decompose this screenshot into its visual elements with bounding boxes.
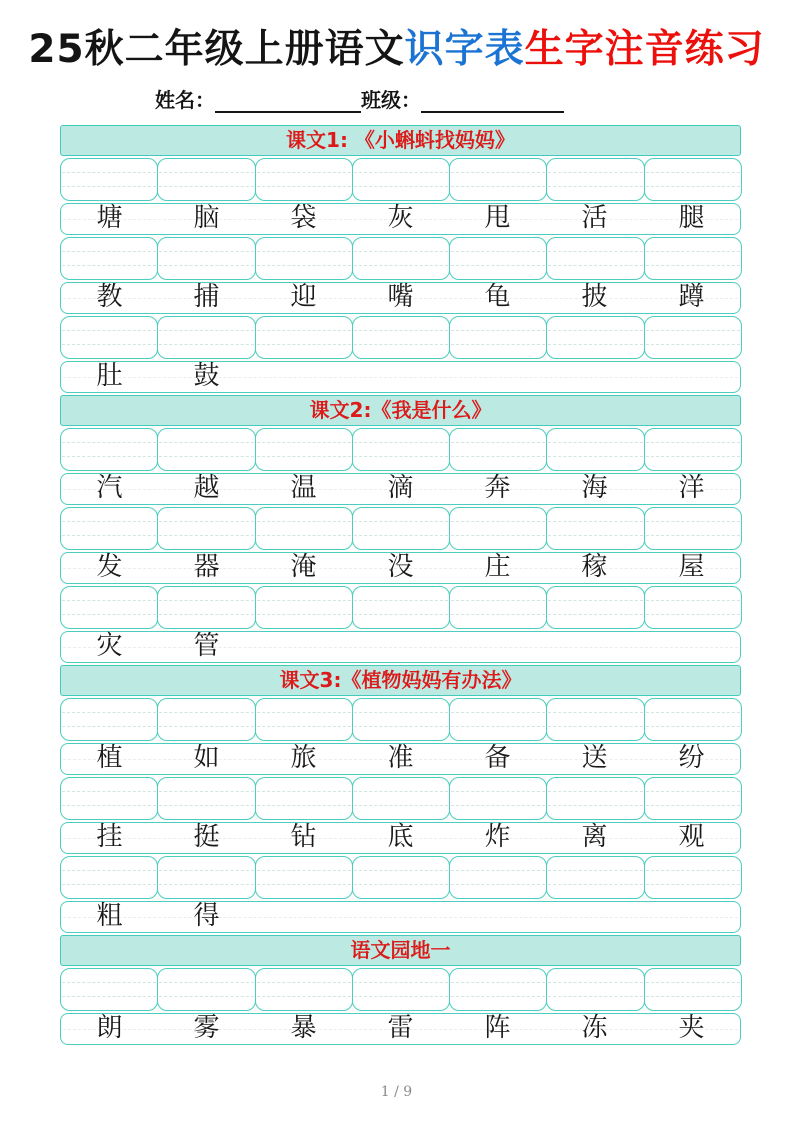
character-row <box>60 282 741 314</box>
pinyin-cell <box>644 316 742 359</box>
pinyin-cell <box>255 428 353 471</box>
pinyin-cell <box>644 698 742 741</box>
character-cell: 嘴 <box>387 282 414 312</box>
character-cell: 离 <box>581 822 608 852</box>
character-cell <box>546 902 643 932</box>
section-header: 课文1: 《小蝌蚪找妈妈》 <box>60 125 741 156</box>
pinyin-cell <box>352 237 450 280</box>
character-cell <box>449 362 546 392</box>
pinyin-cell <box>449 777 547 820</box>
pinyin-cell <box>644 856 742 899</box>
pinyin-cell <box>449 316 547 359</box>
character-row <box>60 901 741 933</box>
pinyin-cell <box>157 968 255 1011</box>
pinyin-cell <box>449 968 547 1011</box>
title-black-part: 25秋二年级上册语文 <box>28 27 405 72</box>
character-cell: 如 <box>193 743 220 773</box>
character-cell: 淹 <box>290 552 317 582</box>
pinyin-cell <box>60 158 158 201</box>
character-cell <box>643 362 740 392</box>
character-cell: 屋 <box>678 552 705 582</box>
character-cell: 肚 <box>96 361 123 391</box>
character-cell: 冻 <box>581 1013 608 1043</box>
character-cell: 备 <box>484 743 511 773</box>
pinyin-cell <box>352 507 450 550</box>
pinyin-cell <box>449 428 547 471</box>
character-row <box>60 203 741 235</box>
character-cell: 庄 <box>484 552 511 582</box>
practice-table <box>60 125 741 1045</box>
pinyin-cell <box>449 507 547 550</box>
character-cell <box>546 362 643 392</box>
pinyin-cell <box>352 428 450 471</box>
pinyin-cell <box>546 158 644 201</box>
pinyin-cell <box>449 586 547 629</box>
character-cell: 纷 <box>678 743 705 773</box>
character-row <box>60 361 741 393</box>
pinyin-cell <box>449 856 547 899</box>
character-cell <box>255 362 352 392</box>
character-cell: 得 <box>193 901 220 931</box>
section-header: 课文2:《我是什么》 <box>60 395 741 426</box>
pinyin-cell <box>60 237 158 280</box>
character-cell: 洋 <box>678 473 705 503</box>
pinyin-row <box>60 586 741 629</box>
character-cell <box>449 632 546 662</box>
character-cell: 植 <box>96 743 123 773</box>
character-cell: 暴 <box>290 1013 317 1043</box>
pinyin-cell <box>60 316 158 359</box>
character-cell: 活 <box>581 203 608 233</box>
title-blue-part: 识字表 <box>404 27 525 72</box>
character-cell <box>255 902 352 932</box>
pinyin-row <box>60 158 741 201</box>
pinyin-cell <box>60 777 158 820</box>
pinyin-cell <box>60 586 158 629</box>
character-cell: 甩 <box>484 203 511 233</box>
character-cell: 送 <box>581 743 608 773</box>
pinyin-cell <box>255 856 353 899</box>
character-cell: 阵 <box>484 1013 511 1043</box>
pinyin-cell <box>60 698 158 741</box>
pinyin-cell <box>546 316 644 359</box>
pinyin-row <box>60 237 741 280</box>
pinyin-cell <box>546 856 644 899</box>
character-cell: 发 <box>96 552 123 582</box>
pinyin-cell <box>157 507 255 550</box>
pinyin-cell <box>157 586 255 629</box>
pinyin-row <box>60 777 741 820</box>
character-cell: 披 <box>581 282 608 312</box>
pinyin-cell <box>546 507 644 550</box>
character-cell: 挺 <box>193 822 220 852</box>
character-cell <box>546 632 643 662</box>
pinyin-cell <box>352 586 450 629</box>
pinyin-cell <box>60 856 158 899</box>
pinyin-cell <box>255 237 353 280</box>
character-cell <box>449 902 546 932</box>
pinyin-cell <box>255 158 353 201</box>
character-cell <box>352 902 449 932</box>
character-cell: 灰 <box>387 203 414 233</box>
pinyin-row <box>60 507 741 550</box>
character-cell: 底 <box>387 822 414 852</box>
pinyin-cell <box>157 698 255 741</box>
character-cell <box>643 902 740 932</box>
character-cell: 汽 <box>96 473 123 503</box>
character-cell: 粗 <box>96 901 123 931</box>
pinyin-cell <box>60 428 158 471</box>
pinyin-cell <box>352 777 450 820</box>
character-cell: 雾 <box>193 1013 220 1043</box>
pinyin-cell <box>546 968 644 1011</box>
character-cell: 滴 <box>387 473 414 503</box>
character-row <box>60 822 741 854</box>
character-cell: 迎 <box>290 282 317 312</box>
character-cell: 稼 <box>581 552 608 582</box>
pinyin-cell <box>546 698 644 741</box>
pinyin-cell <box>352 856 450 899</box>
pinyin-cell <box>546 428 644 471</box>
pinyin-row <box>60 428 741 471</box>
character-cell: 夹 <box>678 1013 705 1043</box>
pinyin-cell <box>157 428 255 471</box>
pinyin-cell <box>546 586 644 629</box>
character-cell: 海 <box>581 473 608 503</box>
character-row <box>60 1013 741 1045</box>
pinyin-cell <box>644 968 742 1011</box>
character-cell: 炸 <box>484 822 511 852</box>
pinyin-cell <box>449 158 547 201</box>
name-blank-underline <box>215 91 361 113</box>
character-cell: 雷 <box>387 1013 414 1043</box>
character-cell: 旅 <box>290 743 317 773</box>
name-label: 姓名： <box>155 88 215 112</box>
section-header: 语文园地一 <box>60 935 741 966</box>
pinyin-cell <box>352 158 450 201</box>
character-cell: 管 <box>193 631 220 661</box>
pinyin-cell <box>255 507 353 550</box>
character-cell: 奔 <box>484 473 511 503</box>
pinyin-cell <box>157 316 255 359</box>
character-cell <box>352 632 449 662</box>
pinyin-row <box>60 698 741 741</box>
pinyin-cell <box>60 507 158 550</box>
character-cell: 脑 <box>193 203 220 233</box>
character-cell: 教 <box>96 282 123 312</box>
character-cell: 袋 <box>290 203 317 233</box>
pinyin-cell <box>644 777 742 820</box>
character-cell: 越 <box>193 473 220 503</box>
character-cell: 腿 <box>678 203 705 233</box>
character-row <box>60 473 741 505</box>
pinyin-cell <box>352 698 450 741</box>
character-cell: 灾 <box>96 631 123 661</box>
pinyin-cell <box>255 586 353 629</box>
character-cell: 朗 <box>96 1013 123 1043</box>
pinyin-cell <box>644 428 742 471</box>
character-cell: 器 <box>193 552 220 582</box>
pinyin-cell <box>644 507 742 550</box>
character-cell <box>643 632 740 662</box>
pinyin-cell <box>546 777 644 820</box>
page-number: 1 / 9 <box>380 1084 413 1100</box>
pinyin-row <box>60 968 741 1011</box>
pinyin-cell <box>157 158 255 201</box>
character-cell <box>255 632 352 662</box>
pinyin-cell <box>449 698 547 741</box>
character-cell <box>352 362 449 392</box>
pinyin-cell <box>352 316 450 359</box>
character-cell: 观 <box>678 822 705 852</box>
pinyin-cell <box>255 968 353 1011</box>
pinyin-cell <box>644 237 742 280</box>
title-red-part: 生字注音练习 <box>524 27 765 72</box>
character-cell: 挂 <box>96 822 123 852</box>
pinyin-cell <box>157 856 255 899</box>
character-row <box>60 743 741 775</box>
pinyin-cell <box>546 237 644 280</box>
pinyin-cell <box>255 316 353 359</box>
pinyin-cell <box>449 237 547 280</box>
pinyin-cell <box>644 586 742 629</box>
character-cell: 蹲 <box>678 282 705 312</box>
pinyin-cell <box>352 968 450 1011</box>
character-row <box>60 631 741 663</box>
page-title <box>0 26 793 74</box>
character-cell: 塘 <box>96 203 123 233</box>
pinyin-row <box>60 316 741 359</box>
character-cell: 准 <box>387 743 414 773</box>
class-blank-underline <box>421 91 564 113</box>
name-class-line <box>155 87 793 113</box>
character-cell: 温 <box>290 473 317 503</box>
pinyin-cell <box>255 777 353 820</box>
section-header: 课文3:《植物妈妈有办法》 <box>60 665 741 696</box>
character-cell: 鼓 <box>193 361 220 391</box>
character-row <box>60 552 741 584</box>
character-cell: 龟 <box>484 282 511 312</box>
pinyin-cell <box>60 968 158 1011</box>
character-cell: 钻 <box>290 822 317 852</box>
pinyin-row <box>60 856 741 899</box>
character-cell: 捕 <box>193 282 220 312</box>
pinyin-cell <box>255 698 353 741</box>
pinyin-cell <box>644 158 742 201</box>
character-cell: 没 <box>387 552 414 582</box>
class-label: 班级： <box>361 88 421 112</box>
pinyin-cell <box>157 777 255 820</box>
pinyin-cell <box>157 237 255 280</box>
